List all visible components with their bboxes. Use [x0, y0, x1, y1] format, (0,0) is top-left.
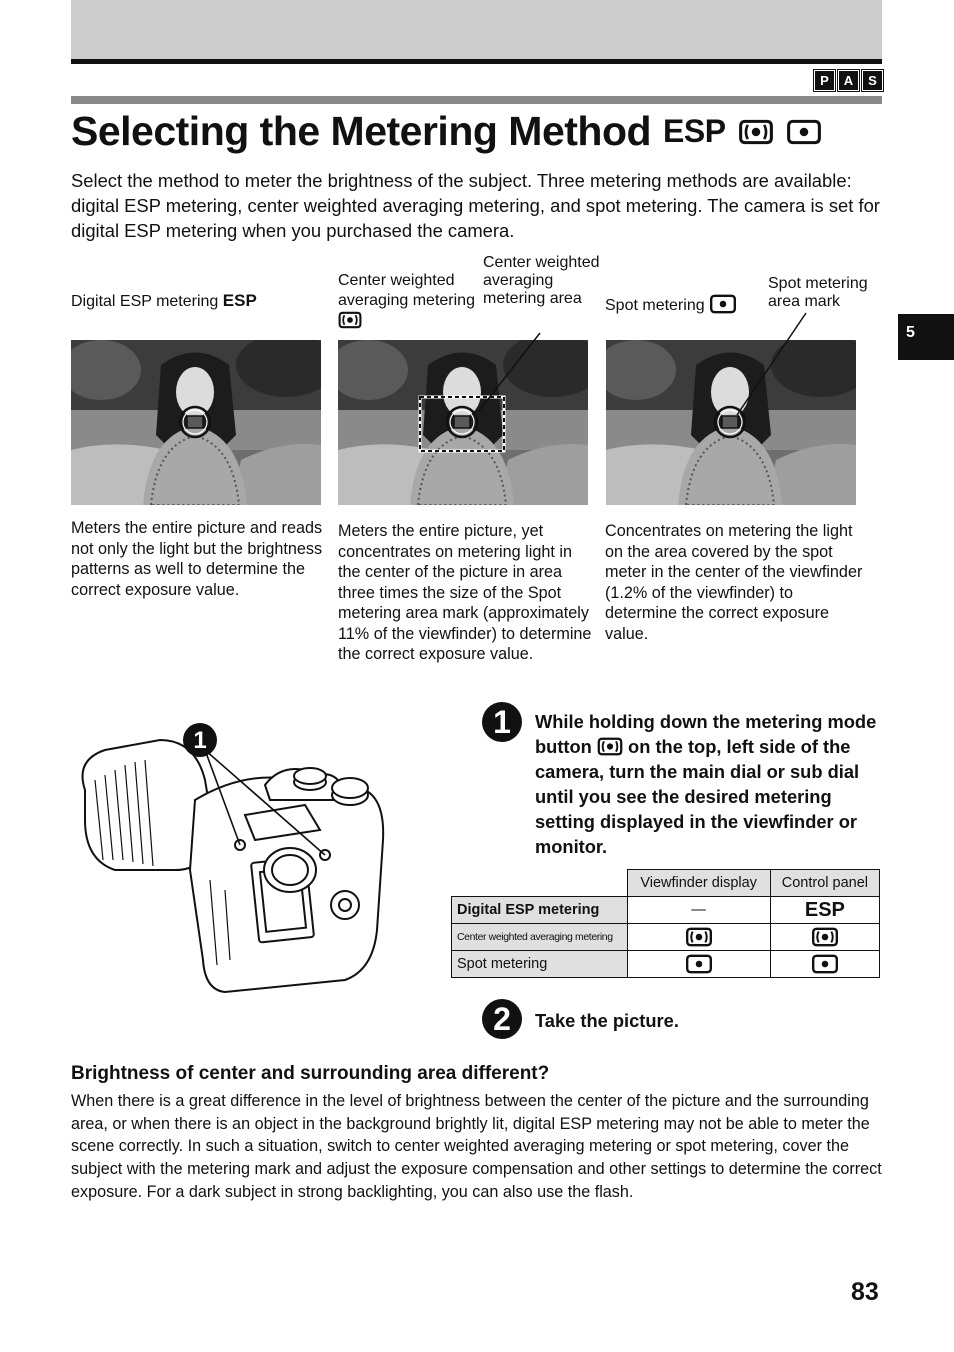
step-1-text: [535, 709, 885, 859]
method-label-center-weighted: [338, 271, 478, 332]
esp-icon: ESP: [770, 897, 879, 924]
step-1-text-before: While holding down the metering mode button: [535, 711, 877, 757]
photo-spot-example: [606, 340, 856, 505]
chapter-tab: [898, 314, 954, 360]
center-weighted-icon: [338, 311, 362, 329]
method-desc-center-weighted: Meters the entire picture, yet concentrates on metering light in the center of the picture in area three times the size of the Spot metering area mark (approximately 11% of the viewfinder) to determine the correct exposure value.: [338, 522, 592, 663]
table-row-name: Digital ESP metering: [452, 897, 628, 924]
exposure-modes: [815, 71, 882, 90]
camera-callout-number: 1: [193, 727, 207, 754]
spot-metering-icon: [811, 954, 839, 974]
photo-center-weighted-example: [338, 340, 588, 505]
header-rule: [71, 59, 882, 64]
tip-body: When there is a great difference in the level of brightness between the center of the picture and the surrounding area, or when there is an object in the background brightly lit, digital ESP metering may not be able to meter the scene correctly. In such a situation, switch to center weighted averaging metering or spot metering, cover the subject with the metering mark and adjust the exposure compensation and other settings to determine the correct exposure. For a dark subject in strong backlighting, you can also use the flash.: [71, 1092, 882, 1201]
callout-spot-area-mark: Spot metering area mark: [768, 275, 868, 310]
mode-a-badge: A: [839, 71, 858, 90]
table-header-panel: Control panel: [770, 870, 879, 897]
table-row-name: Spot metering: [452, 951, 628, 978]
method-label-esp: [71, 291, 257, 312]
table-row: [452, 897, 880, 924]
step-2-text: Take the picture.: [535, 1010, 679, 1031]
spot-metering-icon: [685, 954, 713, 974]
step-1-text-after: on the top, left side of the camera, turn the main dial or sub dial until you see the desired metering setting displayed in the viewfinder or monitor.: [535, 736, 860, 857]
page-number: 83: [851, 1278, 879, 1306]
callout-center-weighted-area: Center weighted averaging metering area: [483, 254, 600, 307]
center-weighted-icon: [738, 119, 774, 145]
table-cell-panel: [770, 924, 879, 951]
metering-display-table: [451, 869, 880, 978]
method-desc-esp: Meters the entire picture and reads not only the light but the brightness patterns as well to determine the correct exposure value.: [71, 519, 323, 599]
table-header-viewfinder: Viewfinder display: [627, 870, 770, 897]
esp-icon: ESP: [222, 291, 257, 310]
method-label-spot-text: Spot metering: [605, 297, 705, 314]
table-corner: [452, 870, 628, 897]
page-title: [71, 108, 822, 155]
method-label-center-weighted-text: Center weighted averaging metering: [338, 272, 475, 309]
spot-metering-icon: [786, 119, 822, 145]
table-row: [452, 951, 880, 978]
table-cell-viewfinder: —: [627, 897, 770, 924]
esp-icon: ESP: [663, 113, 726, 149]
camera-illustration: [65, 720, 395, 1000]
method-desc-spot: Concentrates on metering the light on the area covered by the spot meter in the center of the viewfinder (1.2% of the viewfinder) to determine the correct exposure value.: [605, 522, 863, 643]
spot-metering-icon: [709, 294, 737, 314]
table-cell-viewfinder: [627, 924, 770, 951]
chapter-number: 5: [906, 324, 915, 341]
method-label-spot: [605, 294, 737, 316]
step-1-number: 1: [482, 702, 522, 742]
table-header-row: [452, 870, 880, 897]
step-2-number: 2: [482, 999, 522, 1039]
page-title-text: Selecting the Metering Method: [71, 108, 652, 154]
tip-title: Brightness of center and surrounding area different?: [71, 1063, 550, 1084]
table-row-name: Center weighted averaging metering: [452, 924, 628, 951]
mode-p-badge: P: [815, 71, 834, 90]
table-cell-viewfinder: [627, 951, 770, 978]
center-weighted-icon: [685, 927, 713, 947]
header-band: [71, 0, 882, 60]
intro-paragraph: Select the method to meter the brightness of the subject. Three metering methods are available: digital ESP metering, center weighted averaging metering, and spot metering. The camera is set for digital ESP metering when you purchased the camera.: [71, 170, 880, 241]
table-row: [452, 924, 880, 951]
title-rule: [71, 96, 882, 104]
center-weighted-icon: [811, 927, 839, 947]
mode-s-badge: S: [863, 71, 882, 90]
photo-esp-example: [71, 340, 321, 505]
center-weighted-icon: [597, 737, 623, 756]
table-cell-panel: [770, 951, 879, 978]
method-label-esp-text: Digital ESP metering: [71, 293, 219, 310]
